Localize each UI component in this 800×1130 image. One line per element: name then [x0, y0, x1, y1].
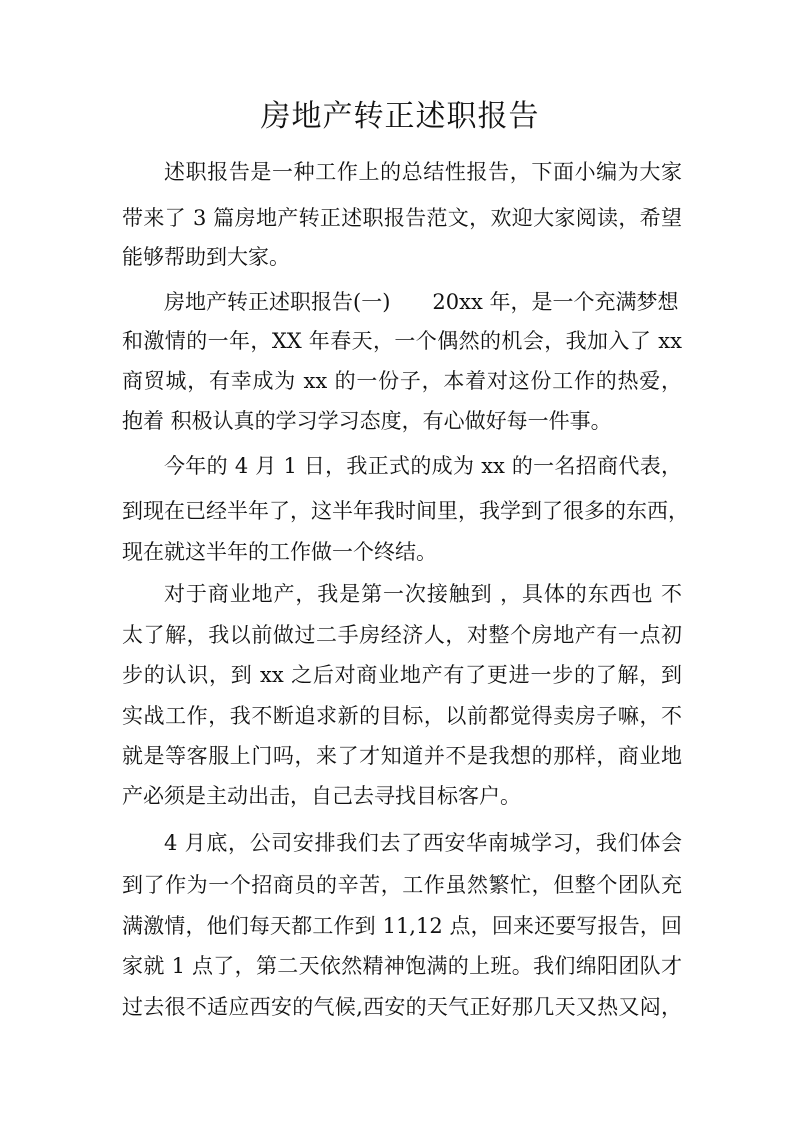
text-line: 太了解，我以前做过二手房经济人，对整个房地产有一点初 [122, 623, 682, 647]
text-line: 满激情，他们每天都工作到 11,12 点，回来还要写报告，回 [122, 914, 682, 938]
text-line: 带来了 3 篇房地产转正述职报告范文，欢迎大家阅读，希望 [122, 206, 682, 230]
text-line: 步的认识，到 xx 之后对商业地产有了更进一步的了解，到 [122, 663, 682, 687]
text-line: 房地产转正述职报告(一) 20xx 年，是一个充满梦想 [164, 290, 679, 314]
text-line: 现在就这半年的工作做一个终结。 [122, 540, 437, 564]
text-line: 对于商业地产，我是第一次接触到 ，具体的东西也 不 [164, 582, 682, 606]
text-line: 商贸城，有幸成为 xx 的一份子，本着对这份工作的热爱， [122, 369, 682, 393]
text-line: 实战工作，我不断追求新的目标，以前都觉得卖房子嘛，不 [122, 704, 682, 728]
document-title: 房地产转正述职报告 [260, 99, 540, 134]
text-line: 4 月底，公司安排我们去了西安华南城学习，我们体会 [164, 831, 682, 855]
text-line: 能够帮助到大家。 [122, 245, 290, 269]
text-line: 和激情的一年，XX 年春天，一个偶然的机会，我加入了 xx [122, 329, 682, 353]
text-line: 到了作为一个招商员的辛苦，工作虽然繁忙，但整个团队充 [122, 873, 682, 897]
text-line: 就是等客服上门吗，来了才知道并不是我想的那样，商业地 [122, 744, 682, 768]
text-line: 到现在已经半年了，这半年我时间里，我学到了很多的东西， [122, 499, 689, 523]
text-line: 过去很不适应西安的气候,西安的天气正好那几天又热又闷， [122, 995, 682, 1019]
text-line: 今年的 4 月 1 日，我正式的成为 xx 的一名招商代表， [164, 454, 682, 478]
text-line: 家就 1 点了，第二天依然精神饱满的上班。我们绵阳团队才 [122, 954, 682, 978]
text-line: 抱着 积极认真的学习学习态度，有心做好每一件事。 [122, 409, 612, 433]
text-line: 述职报告是一种工作上的总结性报告，下面小编为大家 [164, 160, 682, 184]
text-line: 产必须是主动出击，自己去寻找目标客户。 [122, 784, 521, 808]
